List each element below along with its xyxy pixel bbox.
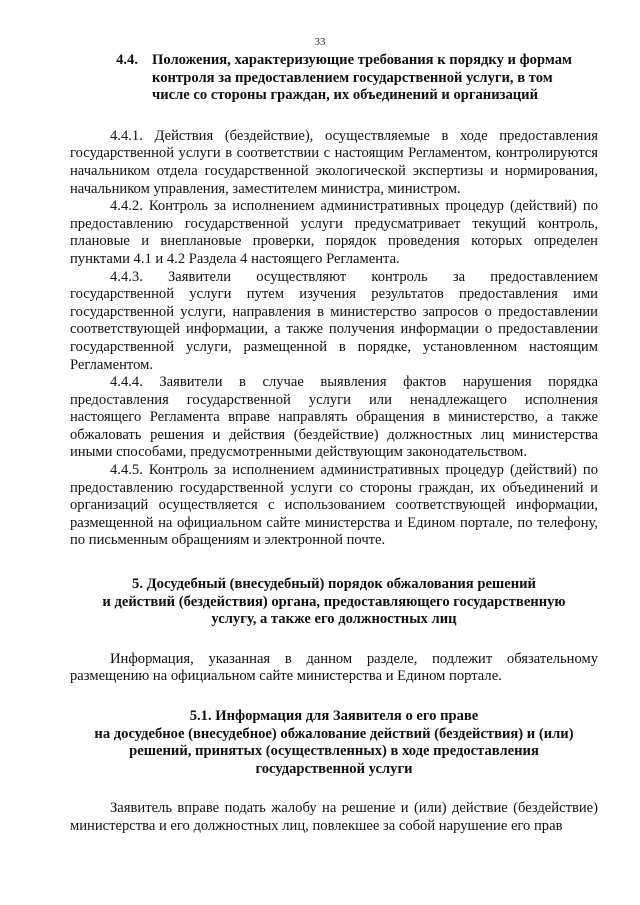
section-5-title-line: 5. Досудебный (внесудебный) порядок обжалования решений [132,576,536,593]
section-5-paragraph: Информация, указанная в данном разделе, подлежит обязательному размещению на официальном сайте министерства и Едином портале. [70,650,598,685]
section-5-heading [70,576,598,629]
section-5-1-heading [70,708,598,778]
section-4-4-title [152,52,598,105]
paragraph-4-4-4: 4.4.4. Заявители в случае выявления фактов нарушения порядка предоставления государственной услуги или ненадлежащего исполнения настоящего Регламента вправе направлять обращения в министерство, а также обжаловать решения и действия (бездействие) должностных лиц министерства иными способами, предусмотренными действующим законодательством. [70,374,598,461]
section-4-4-title-line: Положения, характеризующие требования к порядку и формам [152,52,572,68]
section-5-1-title-line: 5.1. Информация для Заявителя о его праве [189,708,479,724]
section-5-title-line: услугу, а также его должностных лиц [211,611,457,628]
section-4-4-title-line: числе со стороны граждан, их объединений и организаций [152,87,539,104]
section-5-1-title-line: на досудебное (внесудебное) обжалование действий (бездействия) и (или) [94,725,574,742]
section-5-1-title-line: государственной услуги [255,760,413,777]
section-4-4-title-line: контроля за предоставлением государственной услуги, в том [152,69,553,86]
section-4-4-number: 4.4. [116,52,138,68]
document-body [70,52,598,836]
page-number: 33 [314,36,326,48]
paragraph-4-4-3: 4.4.3. Заявители осуществляют контроль за предоставлением государственной услуги путем изучения результатов предоставления ими государственной услуги, направления в министерство запросов о предоставлении соответствующей информации, а также получения информации о предоставлении государственной услуги, размещенной в порядке, установленном настоящим Регламентом. [70,268,598,373]
paragraph-4-4-5: 4.4.5. Контроль за исполнением административных процедур (действий) по предоставлению государственной услуги со стороны граждан, их объединений и организаций осуществляется с использованием соответствующей информации, размещенной на официальном сайте министерства и Едином портале, по телефону, по письменным обращениям и электронной почте. [70,462,598,549]
paragraph-4-4-1: 4.4.1. Действия (бездействие), осуществляемые в ходе предоставления государственной услуги в соответствии с настоящим Регламентом, контролируются начальником отдела государственной экологической экспертизы и нормирования, начальником управления, заместителем министра, министром. [70,127,598,197]
section-5-1-paragraph: Заявитель вправе подать жалобу на решение и (или) действие (бездействие) министерства и его должностных лиц, повлекшее за собой нарушение его прав [70,800,598,834]
section-5-1-title-line: решений, принятых (осуществленных) в ходе предоставления [129,743,539,760]
section-5-title-line: и действий (бездействия) органа, предоставляющего государственную [102,593,566,610]
section-4-4-heading [70,52,598,105]
paragraph-4-4-2: 4.4.2. Контроль за исполнением административных процедур (действий) по предоставлению государственной услуги предусматривает текущий контроль, плановые и внеплановые проверки, порядок проведения которых определен пунктами 4.1 и 4.2 Раздела 4 настоящего Регламента. [70,198,598,267]
